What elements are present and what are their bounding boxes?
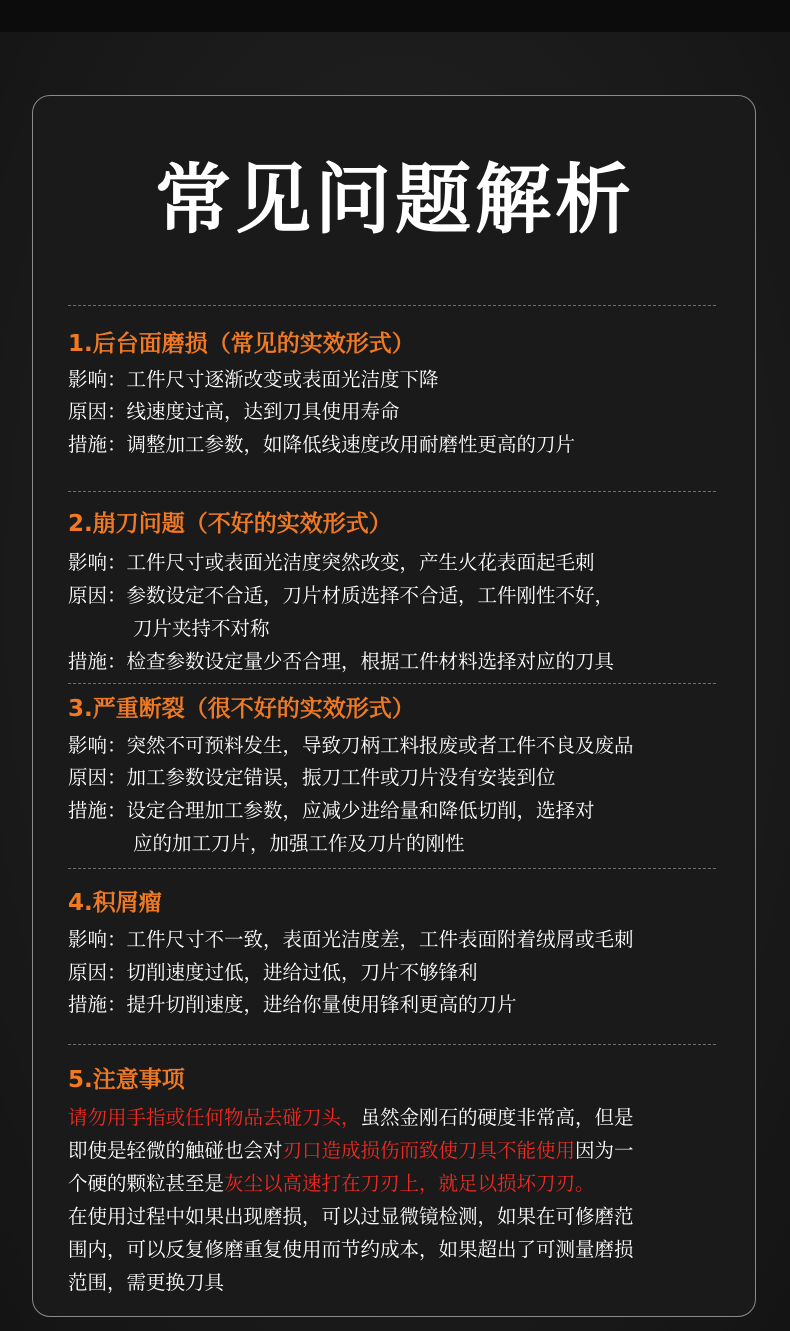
warning-text: 刃口造成损伤而致使刀具不能使用	[282, 1139, 576, 1162]
section-heading: 5.注意事项	[68, 1067, 185, 1093]
section-divider	[68, 868, 716, 869]
cause-text-continued: 刀片夹持不对称	[133, 617, 270, 640]
effect-text: 影响：突然不可预料发生，导致刀柄工料报废或者工件不良及废品	[68, 734, 634, 757]
notice-text: 即使是轻微的触碰也会对	[68, 1139, 283, 1162]
cause-text: 原因：参数设定不合适，刀片材质选择不合适，工件刚性不好，	[68, 584, 615, 607]
notice-line-2	[68, 1137, 634, 1165]
section-divider	[68, 683, 716, 684]
notice-text: 个硬的颗粒甚至是	[68, 1172, 225, 1195]
section-heading: 4.积屑瘤	[68, 890, 162, 916]
maintenance-line-1: 在使用过程中如果出现磨损，可以过显微镜检测，如果在可修磨范	[68, 1205, 634, 1228]
maintenance-line-3: 范围，需更换刀具	[68, 1271, 225, 1294]
section-heading: 3.严重断裂（很不好的实效形式）	[68, 696, 415, 722]
section-heading: 1.后台面磨损（常见的实效形式）	[68, 331, 415, 357]
section-heading: 2.崩刀问题（不好的实效形式）	[68, 511, 392, 537]
notice-line-3	[68, 1170, 595, 1198]
measure-text: 措施：设定合理加工参数，应减少进给量和降低切削，选择对	[68, 799, 595, 822]
effect-text: 影响：工件尺寸不一致，表面光洁度差，工件表面附着绒屑或毛刺	[68, 928, 634, 951]
effect-text: 影响：工件尺寸逐渐改变或表面光洁度下降	[68, 368, 439, 391]
top-bar	[0, 0, 790, 32]
warning-text: 灰尘以高速打在刀刃上，就足以损坏刀刃。	[224, 1172, 595, 1195]
notice-text: 因为一	[575, 1139, 634, 1162]
measure-text-continued: 应的加工刀片，加强工作及刀片的刚性	[133, 832, 465, 855]
effect-text: 影响：工件尺寸或表面光洁度突然改变，产生火花表面起毛刺	[68, 551, 595, 574]
section-divider	[68, 1044, 716, 1045]
notice-text: 虽然金刚石的硬度非常高，但是	[360, 1106, 634, 1129]
section-divider	[68, 491, 716, 492]
cause-text: 原因：线速度过高，达到刀具使用寿命	[68, 400, 400, 423]
notice-line-1	[68, 1104, 634, 1132]
measure-text: 措施：调整加工参数，如降低线速度改用耐磨性更高的刀片	[68, 433, 576, 456]
warning-text: 请勿用手指或任何物品去碰刀头，	[68, 1106, 361, 1129]
measure-text: 措施：检查参数设定量少否合理，根据工件材料选择对应的刀具	[68, 650, 615, 673]
cause-text: 原因：切削速度过低，进给过低，刀片不够锋利	[68, 961, 478, 984]
measure-text: 措施：提升切削速度，进给你量使用锋利更高的刀片	[68, 993, 517, 1016]
section-divider	[68, 305, 716, 306]
page-title: 常见问题解析	[155, 155, 635, 244]
maintenance-line-2: 围内，可以反复修磨重复使用而节约成本，如果超出了可测量磨损	[68, 1238, 634, 1261]
cause-text: 原因：加工参数设定错误，振刀工件或刀片没有安装到位	[68, 766, 556, 789]
